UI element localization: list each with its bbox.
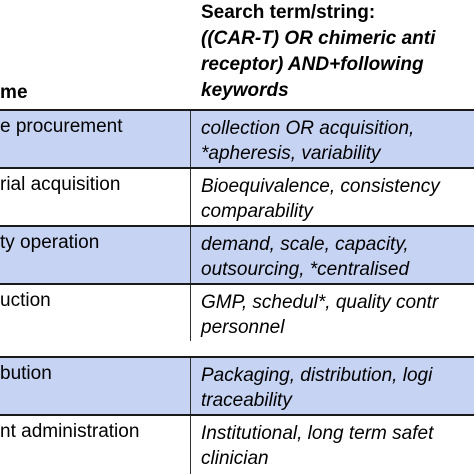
row-right-line: demand, scale, capacity,: [201, 234, 409, 255]
column-divider: [190, 285, 191, 341]
header-right-line: Search term/string:: [201, 2, 376, 23]
table-row: [0, 416, 474, 474]
table-row: [0, 358, 474, 414]
header-left-cell: me: [0, 82, 28, 103]
column-divider: [190, 227, 191, 283]
row-left-cell: rial acquisition: [0, 174, 121, 195]
row-right-line: Packaging, distribution, logi: [201, 365, 433, 386]
row-right-line: personnel: [201, 317, 285, 338]
row-left-cell: uction: [0, 290, 51, 311]
row-right-cell: [201, 290, 438, 340]
row-left-cell: e procurement: [0, 116, 123, 137]
row-right-cell: [201, 363, 432, 413]
row-right-cell: [201, 421, 433, 471]
row-left-cell: ty operation: [0, 232, 100, 253]
row-right-cell: [201, 174, 440, 224]
table-header: [0, 0, 474, 109]
row-right-line: Institutional, long term safet: [201, 423, 434, 444]
row-right-line: traceability: [201, 390, 292, 411]
table-row: [0, 169, 474, 225]
row-left-cell: nt administration: [0, 421, 140, 442]
column-divider: [190, 111, 191, 167]
column-divider: [190, 416, 191, 474]
row-right-line: collection OR acquisition,: [201, 118, 415, 139]
table-row: [0, 111, 474, 167]
header-right-cell: [201, 0, 435, 104]
header-right-line: keywords: [201, 80, 289, 101]
row-right-cell: [201, 116, 414, 166]
table-row: [0, 285, 474, 341]
row-right-cell: [201, 232, 409, 282]
row-right-line: comparability: [201, 201, 313, 222]
row-right-line: outsourcing, *centralised: [201, 259, 410, 280]
row-right-line: clinician: [201, 448, 269, 469]
row-right-line: GMP, schedul*, quality contr: [201, 292, 439, 313]
row-left-cell: bution: [0, 363, 52, 384]
column-divider: [190, 358, 191, 414]
header-right-line: receptor) AND+following: [201, 54, 424, 75]
row-right-line: Bioequivalence, consistency: [201, 176, 440, 197]
row-right-line: *apheresis, variability: [201, 143, 381, 164]
table-row: [0, 227, 474, 283]
header-right-line: ((CAR-T) OR chimeric anti: [201, 28, 436, 49]
column-divider: [190, 169, 191, 225]
